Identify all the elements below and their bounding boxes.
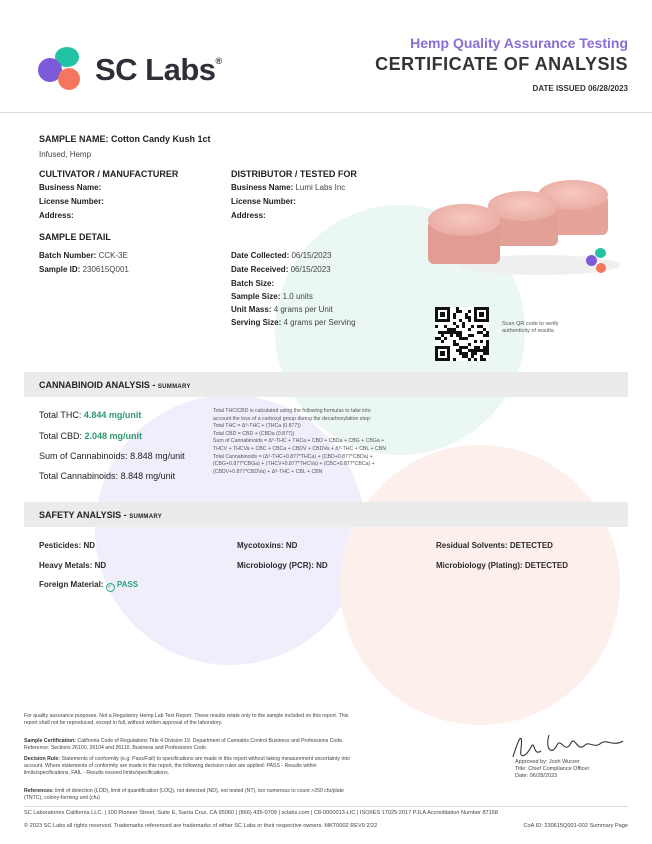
date-received: Date Received: 06/15/2023 [231, 265, 331, 274]
footer-address: SC Laboratories California LLC. | 100 Pioneer Street, Suite E, Santa Cruz, CA 95060 | (866) 435-0709 | sclabs.com | C8-0000013-LIC | ISO/IES 17025:2017 PJLA Accreditation Number 87168 [24, 810, 498, 816]
mycotoxins: Mycotoxins: ND [237, 541, 298, 550]
references: References: limit of detection (LOD), limit of quantification (LOQ), not detected (ND), not tested (NT), too numerous to count >250 cfu/plate (TNTC), colony-forming unit (cfu) [24, 788, 344, 802]
disclaimer: For quality assurance purposes. Not a Regulatory Hemp Lab Test Report. These results relate only to the sample included on this report. This report shall not be reproduced, except in full, without written approval of the laboratory. [24, 713, 349, 727]
decision-rule: Decision Rule: Statements of conformity (e.g. Pass/Fail) to specifications are made in this report without taking measurement uncertainty into account. Where statements of conformity are made in this report, the following decision rules are applied: PASS - Results within limits/specifications, FAIL - Results exceed limits/specifications. [24, 756, 350, 777]
logo-mark-coral [58, 68, 80, 90]
cannabinoid-heading: CANNABINOID ANALYSIS - SUMMARY [39, 380, 191, 390]
residual-solvents: Residual Solvents: DETECTED [436, 541, 553, 550]
mini-logo-purple [586, 255, 597, 266]
mini-logo-coral [596, 263, 606, 273]
sample-id: Sample ID: 230615Q001 [39, 265, 129, 274]
serving-size: Serving Size: 4 grams per Serving [231, 318, 356, 327]
mini-logo-green [595, 248, 606, 258]
total-cbd: Total CBD: 2.048 mg/unit [39, 431, 143, 441]
pass-check-icon: ✓ [107, 584, 113, 590]
signature [505, 727, 635, 763]
heavy-metals: Heavy Metals: ND [39, 561, 107, 570]
safety-heading: SAFETY ANALYSIS - SUMMARY [39, 510, 163, 520]
calculation-formulas: Total THC/CBD is calculated using the following formulas to take into account the loss of a carboxyl group during the decarboxylation step: Total THC = Δ⁹-THC + (THCa (0.877)) Total CBD = CBD + (CBDa (0.877)) Sum of Cannabinoids = Δ⁹-THC + THCa + CBD + CBDa + CBG + CBGa + THCV + THCVa + CBC + CBCa + CBDV + CBDVa + Δ⁸-THC + CBL + CBN Total Cannabinoids = (Δ⁹-THC+0.877*THCa) + (CBD+0.877*CBDa) + (CBG+0.877*CBGa) + (THCV+0.877*THCVa) + (CBC+0.877*CBCa) + (CBDV+0.877*CBDVa) + Δ⁸-THC + CBL + CBN [213, 408, 386, 475]
distributor-heading: DISTRIBUTOR / TESTED FOR [231, 169, 357, 179]
sum-cannabinoids: Sum of Cannabinoids: 8.848 mg/unit [39, 451, 185, 461]
date-collected: Date Collected: 06/15/2023 [231, 251, 332, 260]
batch-size-label: Batch Size: [231, 279, 275, 288]
microbiology-plating: Microbiology (Plating): DETECTED [436, 561, 569, 570]
distributor-business: Business Name: Lumi Labs Inc [231, 183, 346, 192]
footer-copyright: © 2023 SC Labs all rights reserved. Trademarks referenced are trademarks of either SC Labs or their respective owners. MKT0002 REV9 2/22 [24, 823, 378, 829]
unit-mass: Unit Mass: 4 grams per Unit [231, 305, 333, 314]
footer-divider [24, 806, 628, 807]
cultivator-business-label: Business Name: [39, 183, 102, 192]
qr-caption: Scan QR code to verify authenticity of results. [502, 321, 559, 334]
cultivator-license-label: License Number: [39, 197, 104, 206]
total-thc: Total THC: 4.844 mg/unit [39, 410, 142, 420]
sample-detail-heading: SAMPLE DETAIL [39, 232, 111, 242]
pesticides: Pesticides: ND [39, 541, 96, 550]
sample-certification: Sample Certification: California Code of Regulations Title 4 Division 19. Department of Cannabis Control Business and Professions Code. Reference: Sections 26100, 26104 and 26110, Business and Professions Code. [24, 738, 344, 752]
approval-block: Approved by: Josh Wurzer Title: Chief Compliance Officer Date: 06/28/2023 [515, 759, 590, 779]
cultivator-address-label: Address: [39, 211, 74, 220]
cultivator-heading: CULTIVATOR / MANUFACTURER [39, 169, 179, 179]
bg-peach-circle [340, 445, 620, 725]
coa-id: CoA ID: 230615Q001-002 Summary Page [523, 823, 628, 829]
report-subtitle: Hemp Quality Assurance Testing [410, 35, 628, 51]
distributor-license-label: License Number: [231, 197, 296, 206]
total-cannabinoids: Total Cannabinoids: 8.848 mg/unit [39, 471, 176, 481]
qr-code[interactable] [435, 307, 489, 361]
report-title: CERTIFICATE OF ANALYSIS [375, 54, 628, 74]
distributor-address-label: Address: [231, 211, 266, 220]
sample-size: Sample Size: 1.0 units [231, 292, 313, 301]
brand-name: SC Labs® [95, 52, 222, 87]
microbiology-pcr: Microbiology (PCR): ND [237, 561, 328, 570]
batch-number: Batch Number: CCK-3E [39, 251, 128, 260]
sample-type: Infused, Hemp [39, 150, 92, 159]
header-divider [0, 112, 652, 113]
sample-name: SAMPLE NAME: Cotton Candy Kush 1ct [39, 134, 211, 144]
date-issued: DATE ISSUED 06/28/2023 [532, 84, 628, 93]
foreign-material: Foreign Material: ✓ PASS [39, 580, 139, 590]
